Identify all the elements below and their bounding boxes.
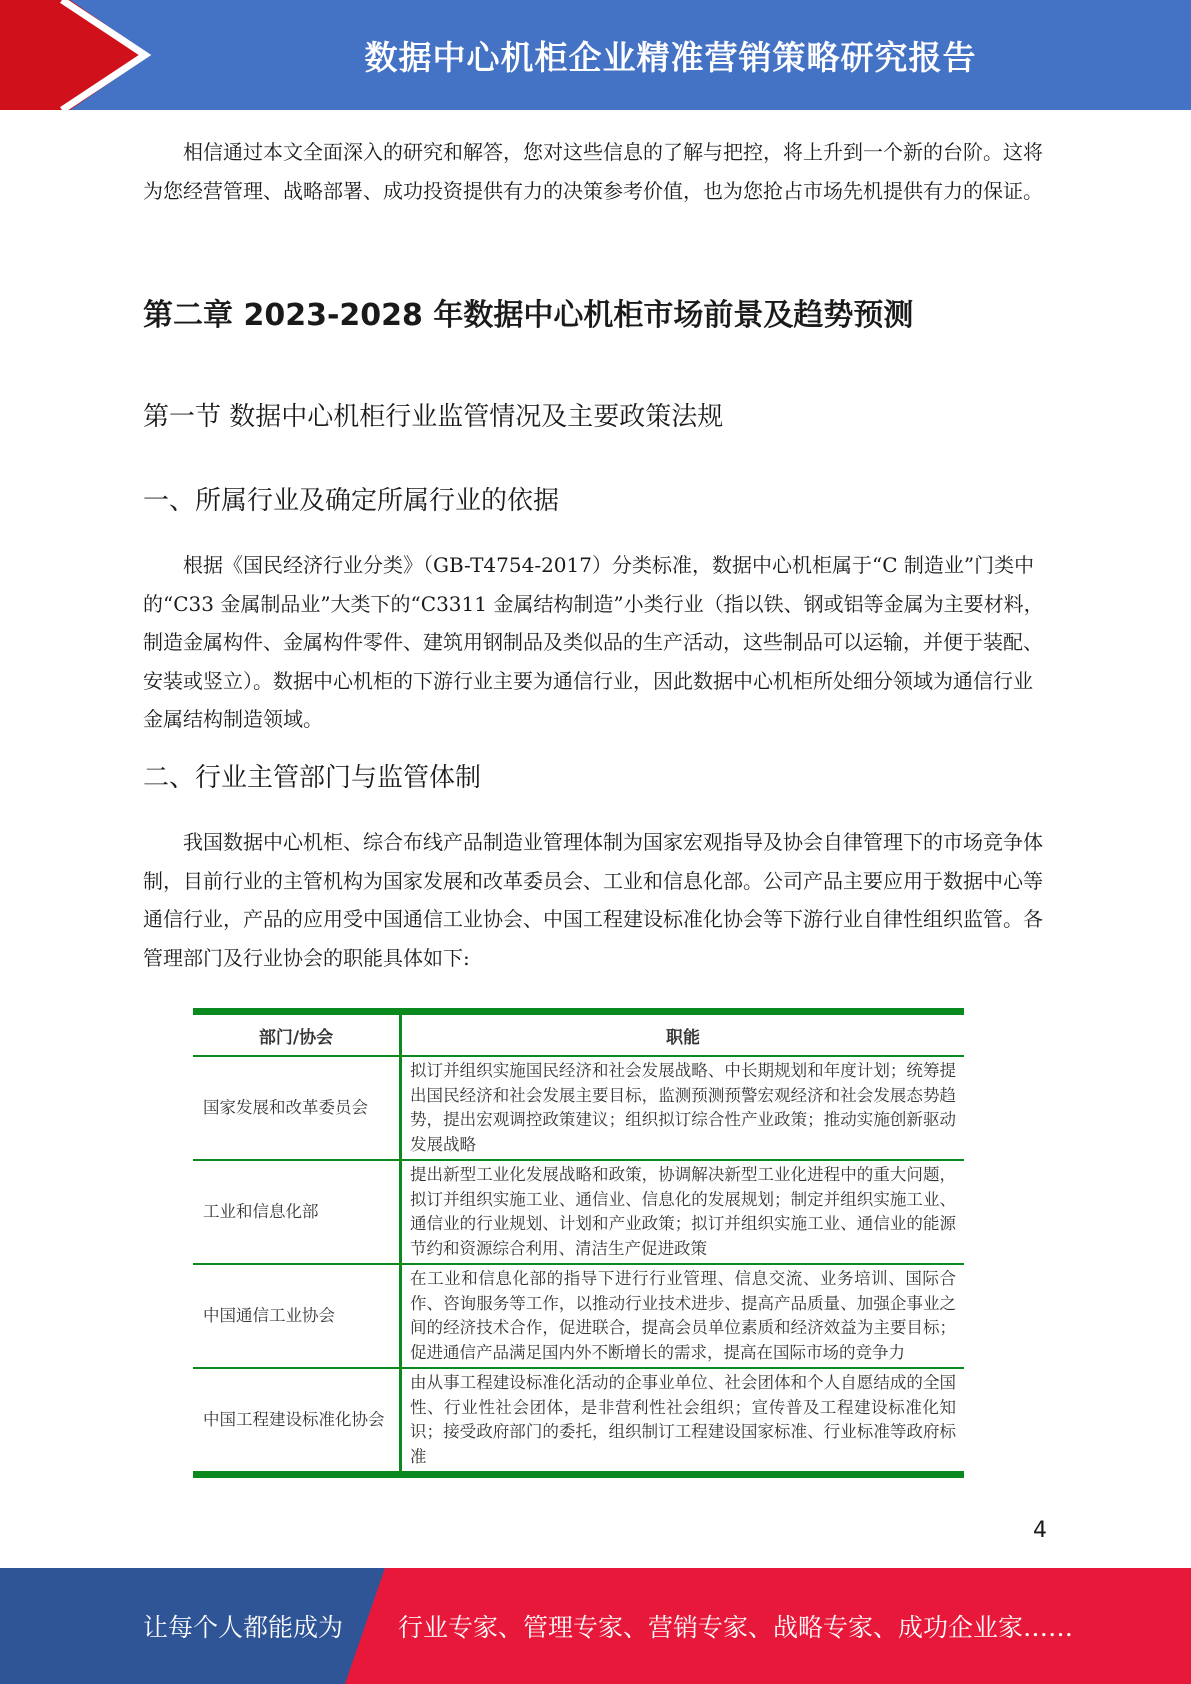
table-row — [193, 1264, 964, 1368]
table-cell-dept: 中国工程建设标准化协会 — [193, 1368, 401, 1475]
subsection-title-industry: 一、所属行业及确定所属行业的依据 — [143, 486, 560, 516]
table-cell-duty: 提出新型工业化发展战略和政策，协调解决新型工业化进程中的重大问题，拟订并组织实施工业、通信业、信息化的发展规划；制定并组织实施工业、通信业的行业规划、计划和产业政策；拟订并组织实施工业、通信业的能源节约和资源综合利用、清洁生产促进政策 — [401, 1160, 965, 1264]
page-number: 4 — [1033, 1518, 1047, 1543]
intro-paragraph: 相信通过本文全面深入的研究和解答，您对这些信息的了解与把控，将上升到一个新的台阶。这将为您经营管理、战略部署、成功投资提供有力的决策参考价值，也为您抢占市场先机提供有力的保证。 — [143, 140, 1043, 203]
table-cell-duty: 在工业和信息化部的指导下进行行业管理、信息交流、业务培训、国际合作、咨询服务等工作，以推动行业技术进步、提高产品质量、加强企事业之间的经济技术合作，促进联合，提高会员单位素质和经济效益为主要目标；促进通信产品满足国内外不断增长的需求，提高在国际市场的竞争力 — [401, 1264, 965, 1368]
table-header-row — [193, 1012, 964, 1057]
column-header-duty: 职能 — [401, 1012, 965, 1057]
section-title: 第一节 数据中心机柜行业监管情况及主要政策法规 — [143, 402, 724, 432]
subsection-title-regulation: 二、行业主管部门与监管体制 — [143, 763, 482, 793]
footer-slogan-right: 行业专家、管理专家、营销专家、战略专家、成功企业家…… — [398, 1613, 1074, 1642]
table-cell-duty: 由从事工程建设标准化活动的企事业单位、社会团体和个人自愿结成的全国性、行业性社会团体，是非营利性社会组织；宣传普及工程建设标准化知识；接受政府部门的委托，组织制订工程建设国家标准、行业标准等政府标准 — [410, 1373, 956, 1466]
industry-paragraph: 根据《国民经济行业分类》（GB-T4754-2017）分类标准，数据中心机柜属于“C 制造业”门类中的“C33 金属制品业”大类下的“C3311 金属结构制造”小类行业（指以铁、钢或铝等金属为主要材料，制造金属构件、金属构件零件、建筑用钢制品及类似品的生产活动，这些制品可以运输，并便于装配、安装或竖立）。数据中心机柜的下游行业主要为通信行业，因此数据中心机柜所处细分领域为通信行业金属结构制造领域。 — [143, 553, 1044, 731]
regulation-paragraph: 我国数据中心机柜、综合布线产品制造业管理体制为国家宏观指导及协会自律管理下的市场竞争体制，目前行业的主管机构为国家发展和改革委员会、工业和信息化部。公司产品主要应用于数据中心等通信行业，产品的应用受中国通信工业协会、中国工程建设标准化协会等下游行业自律性组织监管。各管理部门及行业协会的职能具体如下: — [143, 830, 1043, 970]
table-cell-duty: 拟订并组织实施国民经济和社会发展战略、中长期规划和年度计划；统筹提出国民经济和社会发展主要目标，监测预测预警宏观经济和社会发展态势趋势，提出宏观调控政策建议；组织拟订综合性产业政策；推动实施创新驱动发展战略 — [401, 1056, 965, 1160]
footer-slogan-left: 让每个人都能成为 — [143, 1613, 344, 1642]
table-row — [193, 1368, 964, 1475]
table-row — [193, 1160, 964, 1264]
report-title: 数据中心机柜企业精准营销策略研究报告 — [364, 37, 977, 77]
chapter-title: 第二章 2023-2028 年数据中心机柜市场前景及趋势预测 — [143, 298, 914, 333]
table-row — [193, 1056, 964, 1160]
page-header — [0, 0, 1191, 110]
table-cell-dept: 国家发展和改革委员会 — [193, 1056, 401, 1160]
regulators-table — [193, 1008, 964, 1478]
table-cell-dept: 工业和信息化部 — [193, 1160, 401, 1264]
page-footer — [0, 1568, 1191, 1684]
table-cell-dept: 中国通信工业协会 — [193, 1264, 401, 1368]
column-header-dept: 部门/协会 — [193, 1012, 401, 1057]
